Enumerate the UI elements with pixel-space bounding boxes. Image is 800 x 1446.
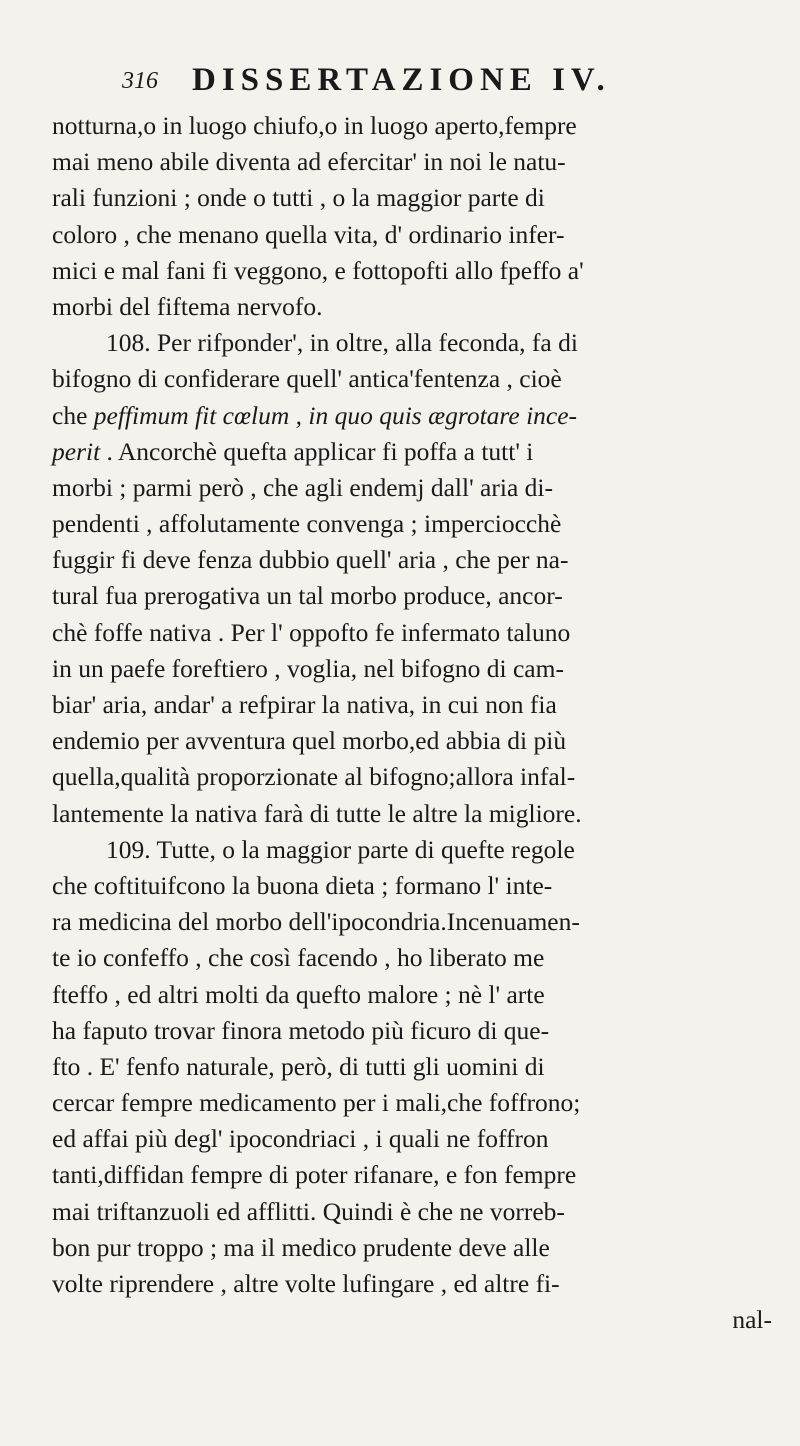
- text-line: ed affai più degl' ipocondriaci , i quali ne foffron: [52, 1124, 549, 1154]
- text-line: ra medicina del morbo dell'ipocondria.Incenuamen-: [52, 907, 580, 937]
- text-line: fuggir fi deve fenza dubbio quell' aria , che per na-: [52, 545, 569, 575]
- text-line: tanti,diffidan fempre di poter rifanare, e fon fempre: [52, 1160, 577, 1190]
- page-number: 316: [122, 68, 158, 94]
- text-line: te io confeffo , che così facendo , ho liberato me: [52, 943, 545, 973]
- text-line: mai triftanzuoli ed afflitti. Quindi è che ne vorreb-: [52, 1196, 565, 1226]
- text-line: chè foffe nativa . Per l' oppofto fe infermato taluno: [52, 617, 571, 647]
- text-line: biar' aria, andar' a refpirar la nativa, in cui non fia: [52, 690, 557, 719]
- text-roman: . Ancorchè quefta applicar fi poffa a tutt' i: [100, 436, 534, 466]
- paragraph-109-start: 109. Tutte, o la maggior parte di quefte regole: [106, 834, 575, 864]
- text-line: notturna,o in luogo chiufo,o in luogo aperto,fempre: [52, 111, 577, 140]
- latin-quote: peffimum fit cœlum , in quo quis ægrotare ince-: [93, 400, 578, 430]
- text-line: ha faputo trovar finora metodo più ficuro di que-: [52, 1015, 550, 1045]
- text-line: cercar fempre medicamento per i mali,che foffrono;: [52, 1088, 581, 1118]
- text-line: tural fua prerogativa un tal morbo produce, ancor-: [52, 581, 563, 611]
- latin-quote-end: perit: [52, 436, 101, 466]
- text-line: fto . E' fenfo naturale, però, di tutti gli uomini di: [52, 1051, 545, 1081]
- text-line: bon pur troppo ; ma il medico prudente deve alle: [52, 1232, 550, 1262]
- text-line: pendenti , affolutamente convenga ; imperciocchè: [52, 509, 562, 539]
- text-line: [52, 434, 796, 470]
- running-title: DISSERTAZIONE IV.: [192, 62, 611, 98]
- body-text: [52, 108, 796, 1338]
- text-line: endemio per avventura quel morbo,ed abbia di più: [52, 726, 567, 756]
- text-line: coloro , che menano quella vita, d' ordinario infer-: [52, 219, 565, 249]
- text-line: bifogno di confiderare quell' antica'fentenza , cioè: [52, 364, 562, 394]
- text-line: lantemente la nativa farà di tutte le altre la migliore.: [52, 798, 582, 828]
- text-line: morbi ; parmi però , che agli endemj dall' aria di-: [52, 472, 553, 502]
- text-line: volte riprendere , altre volte lufingare , ed altre fi-: [52, 1269, 560, 1298]
- text-line: mici e mal fani fi veggono, e fottopofti allo fpeffo a': [52, 255, 584, 285]
- text-line: rali funzioni ; onde o tutti , o la maggior parte di: [52, 183, 545, 213]
- catchword: nal-: [732, 1305, 772, 1335]
- text-line: [52, 398, 796, 434]
- text-line: che coftituifcono la buona dieta ; formano l' inte-: [52, 870, 553, 900]
- paragraph-108-start: 108. Per rifponder', in oltre, alla feconda, fa di: [106, 328, 578, 358]
- text-line: in un paefe foreftiero , voglia, nel bifogno di cam-: [52, 653, 564, 683]
- text-line: morbi del fiftema nervofo.: [52, 291, 323, 321]
- text-roman: che: [52, 400, 94, 430]
- text-line: quella,qualità proporzionate al bifogno;allora infal-: [52, 762, 576, 792]
- page-header: [110, 62, 730, 102]
- text-line: mai meno abile diventa ad efercitar' in noi le natu-: [52, 147, 566, 177]
- text-line: fteffo , ed altri molti da quefto malore ; nè l' arte: [52, 979, 545, 1009]
